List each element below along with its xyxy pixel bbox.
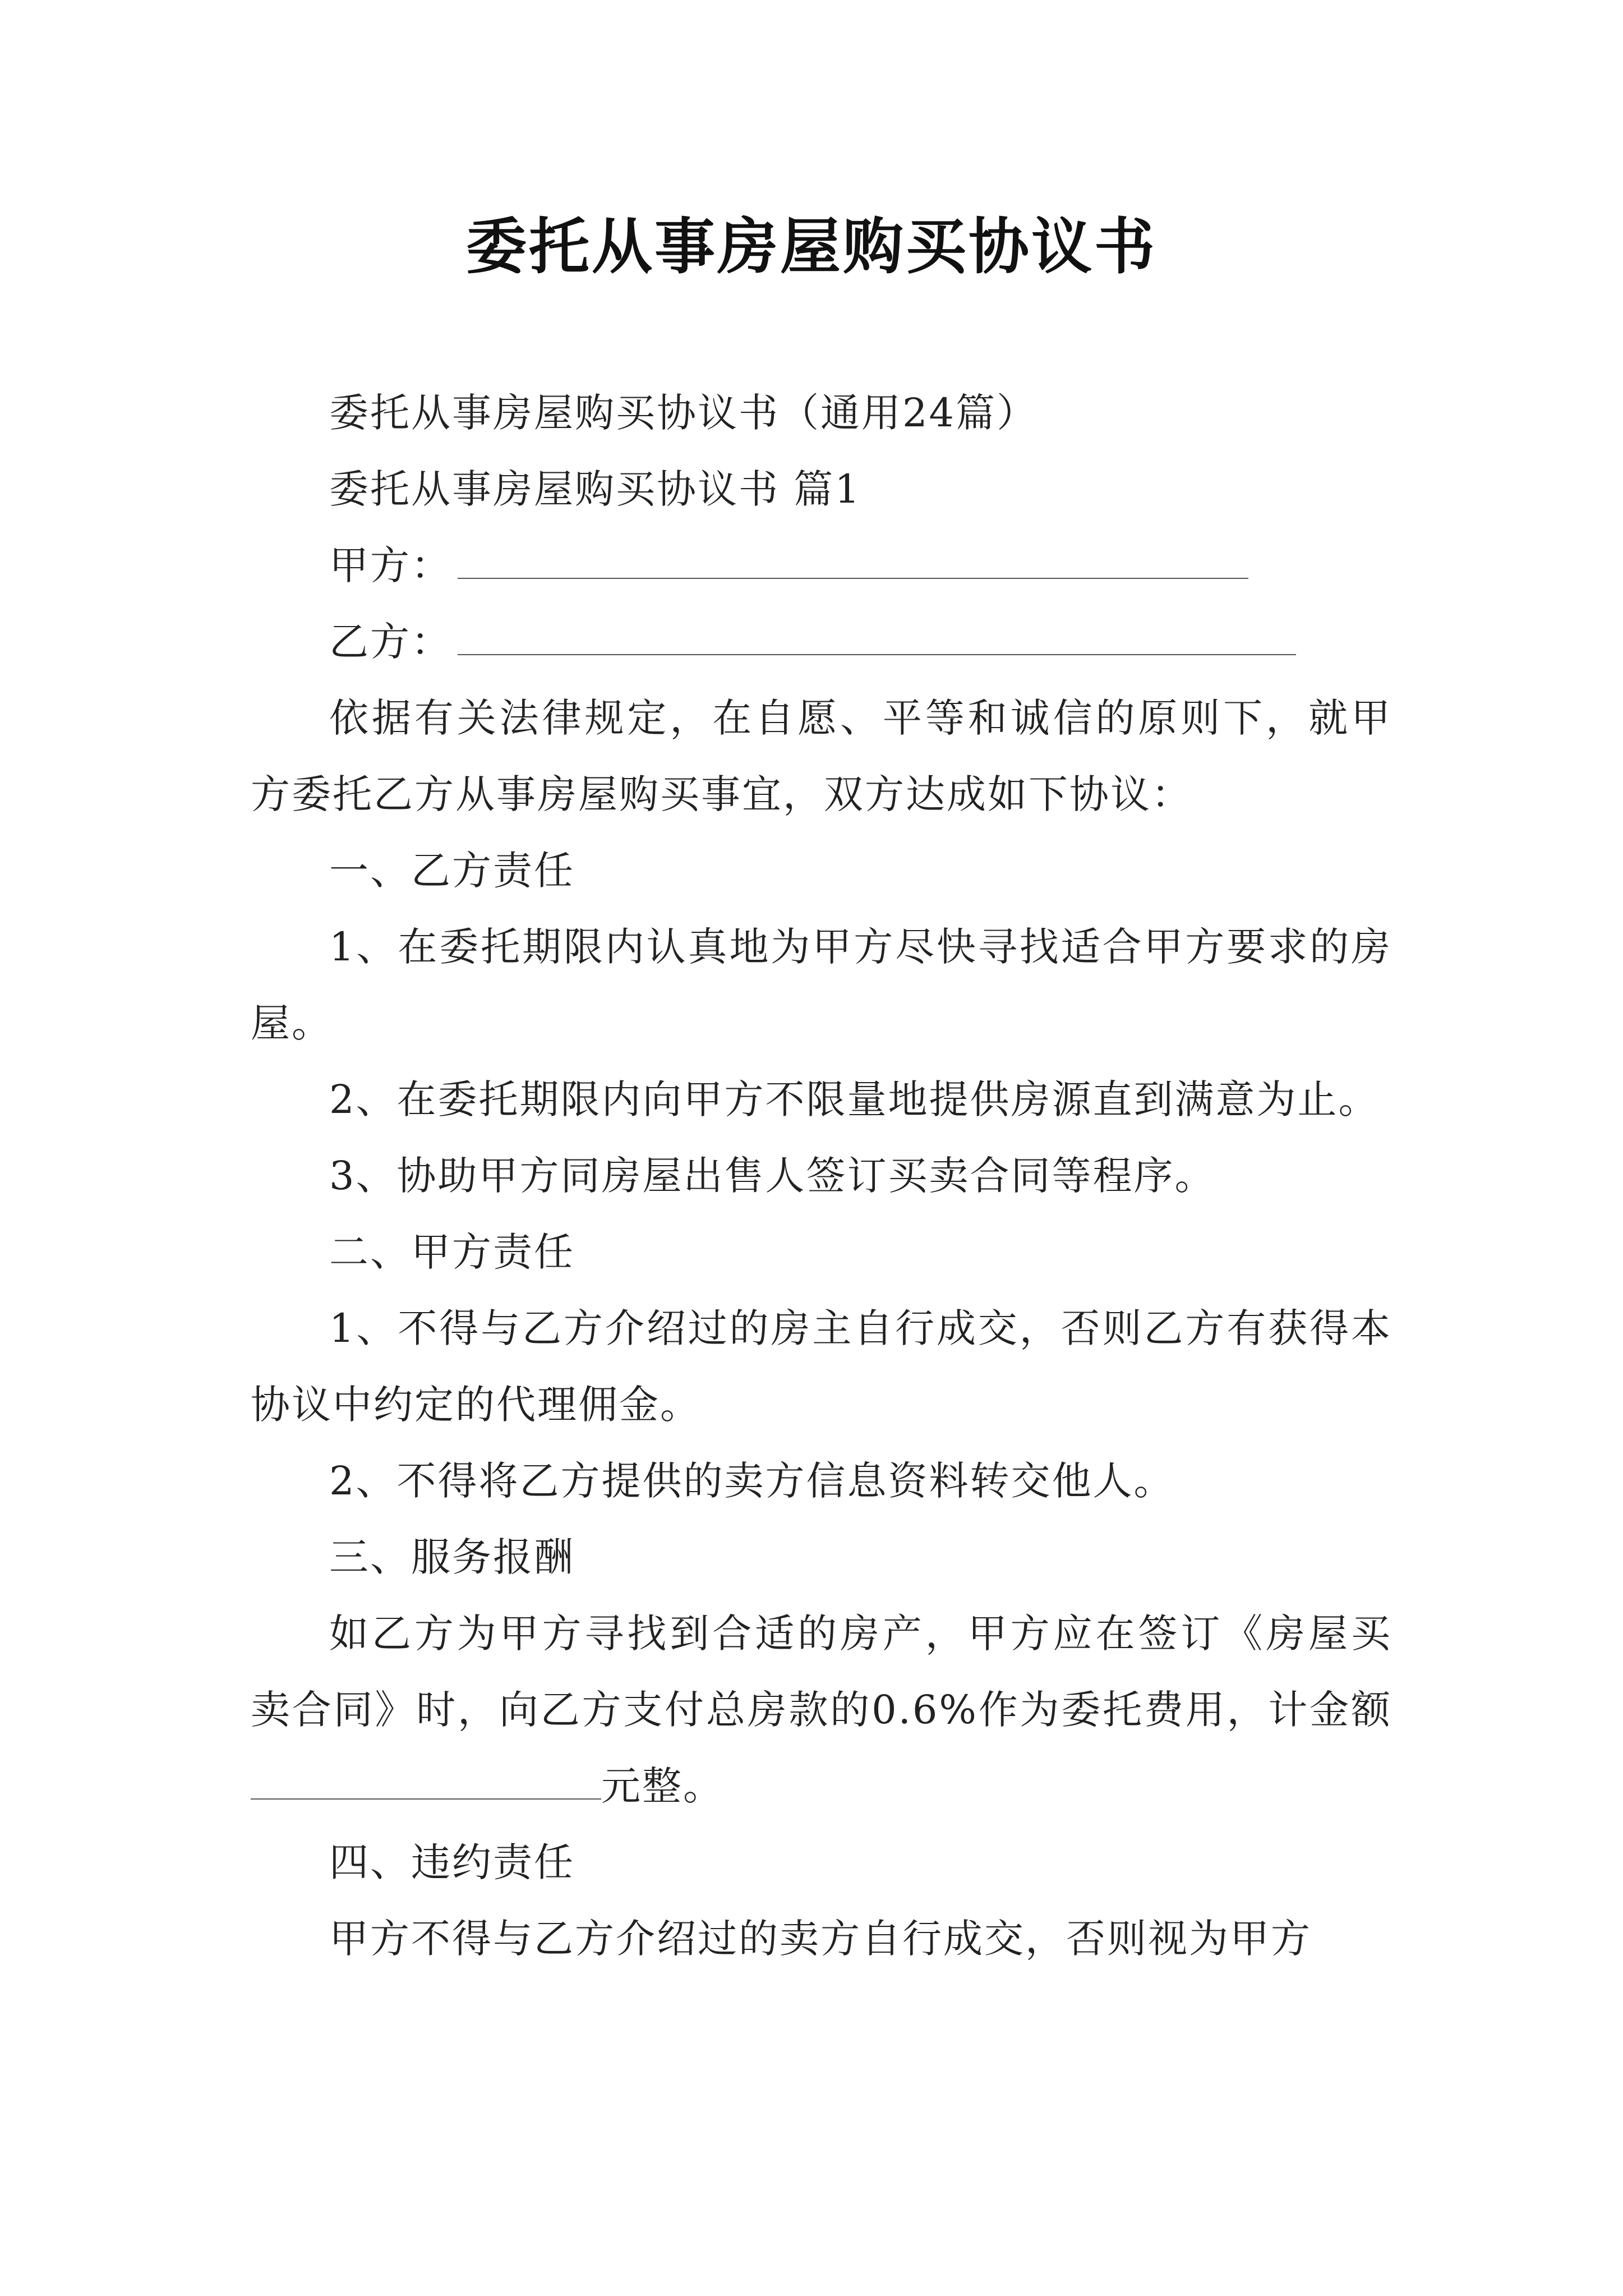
section4-paragraph: 甲方不得与乙方介绍过的卖方自行成交，否则视为甲方 [329,1916,1312,1962]
section2-item2: 2、不得将乙方提供的卖方信息资料转交他人。 [329,1458,1175,1504]
document-subtitle: 委托从事房屋购买协议书（通用24篇） [329,390,1038,436]
section1-item1: 1、在委托期限内认真地为甲方尽快寻找适合甲方要求的房屋。 [251,924,1392,1046]
party-b-blank [458,623,1296,655]
section1-heading: 一、乙方责任 [329,848,575,894]
party-b-label: 乙方： [329,619,452,665]
document-body [251,375,1392,1977]
party-a-blank [458,546,1248,579]
section3-paragraph [251,1595,1392,1824]
section3-text-before: 如乙方为甲方寻找到合适的房产，甲方应在签订《房屋买卖合同》时，向乙方支付总房款的0.6%作为委托费用，计金额 [251,1611,1392,1733]
section2-heading: 二、甲方责任 [329,1229,575,1275]
amount-blank [251,1767,601,1800]
section1-item3: 3、协助甲方同房屋出售人签订买卖合同等程序。 [329,1153,1216,1199]
section3-heading: 三、服务报酬 [329,1534,575,1580]
section1-item2: 2、在委托期限内向甲方不限量地提供房源直到满意为止。 [329,1076,1380,1122]
intro-paragraph: 依据有关法律规定，在自愿、平等和诚信的原则下，就甲方委托乙方从事房屋购买事宜，双方达成如下协议： [251,695,1392,817]
section4-heading: 四、违约责任 [329,1839,575,1885]
party-a-label: 甲方： [329,542,452,588]
party-b-line [251,604,1392,680]
section2-item1: 1、不得与乙方介绍过的房主自行成交，否则乙方有获得本协议中约定的代理佣金。 [251,1305,1392,1428]
document-title: 委托从事房屋购买协议书 [465,211,1157,282]
party-a-line [251,527,1392,604]
section3-text-after: 元整。 [601,1763,724,1809]
part-heading: 委托从事房屋购买协议书 篇1 [329,466,861,512]
